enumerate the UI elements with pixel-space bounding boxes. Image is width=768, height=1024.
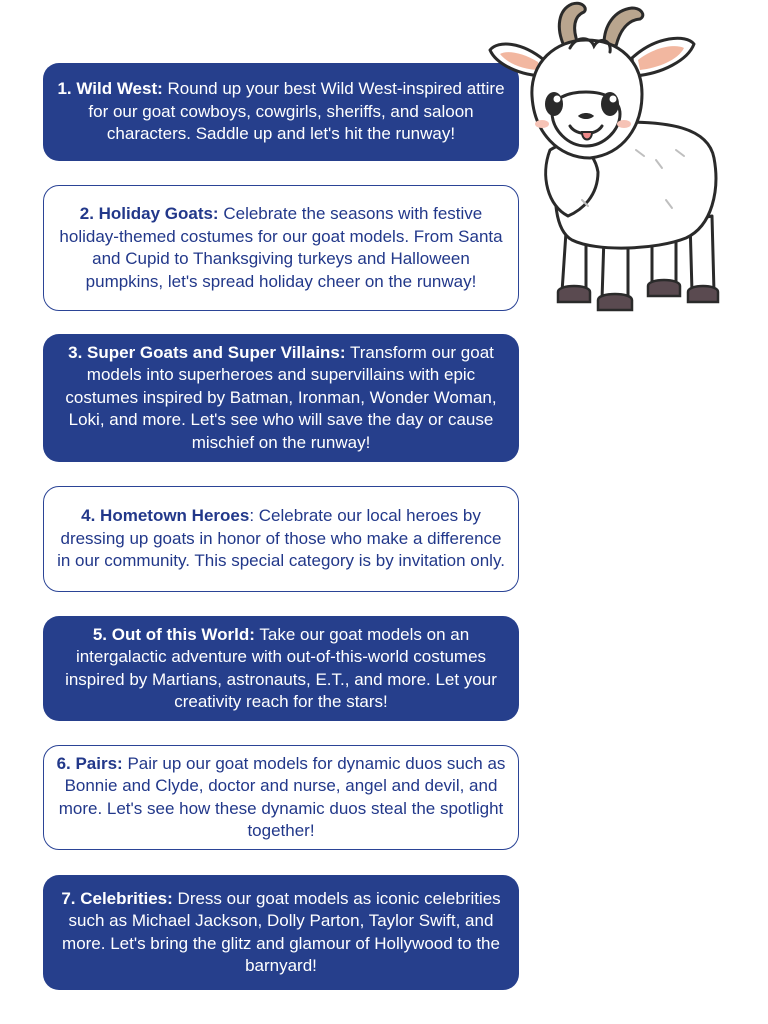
category-title: 5. Out of this World: [92,624,255,644]
category-description [53,342,509,455]
category-card-wild-west [43,63,519,161]
category-card-celebrities [43,875,519,990]
category-description [54,753,508,843]
category-title: 3. Super Goats and Super Villains: [68,342,346,362]
category-text: Pair up our goat models for dynamic duos such as Bonnie and Clyde, doctor and nurse, angel and devil, and more. Let's see how these dynamic duos steal the spotlight together! [58,753,506,840]
category-text: Round up your best Wild West-inspired attire for our goat cowboys, cowgirls, sheriffs, and saloon characters. Saddle up and let's hit the runway! [88,79,505,144]
category-description [54,203,508,293]
category-title: 4. Hometown Heroes [81,506,250,526]
category-card-out-of-this-world [43,616,519,721]
category-title: 1. Wild West: [57,79,163,99]
category-card-pairs [43,745,519,850]
category-card-holiday-goats [43,185,519,311]
category-card-hometown-heroes [43,486,519,592]
category-description [53,624,509,714]
category-card-super-goats [43,334,519,462]
category-text: : Celebrate our local heroes by dressing up goats in honor of those who make a difference in our community. This special category is by invitation only. [57,506,505,571]
goat-illustration [486,0,736,320]
category-description [53,78,509,146]
category-text: Celebrate the seasons with festive holiday-themed costumes for our goat models. From Santa and Cupid to Thanksgiving turkeys and Halloween pumpkins, let's spread holiday cheer on the runway! [59,204,503,291]
category-title: 6. Pairs: [56,753,123,773]
category-text: Take our goat models on an intergalactic adventure with out-of-this-world costumes inspired by Martians, astronauts, E.T., and more. Let your creativity reach for the stars! [65,624,497,711]
category-description [54,505,508,573]
category-title: 7. Celebrities: [61,888,173,908]
category-text: Transform our goat models into superheroes and supervillains with epic costumes inspired by Batman, Ironman, Wonder Woman, Loki, and more. Let's see who will save the day or cause mischief on the runway! [65,342,497,452]
category-description [53,888,509,978]
category-text: Dress our goat models as iconic celebrities such as Michael Jackson, Dolly Parton, Taylor Swift, and more. Let's bring the glitz and glamour of Hollywood to the barnyard! [62,888,501,975]
category-title: 2. Holiday Goats: [79,204,219,223]
